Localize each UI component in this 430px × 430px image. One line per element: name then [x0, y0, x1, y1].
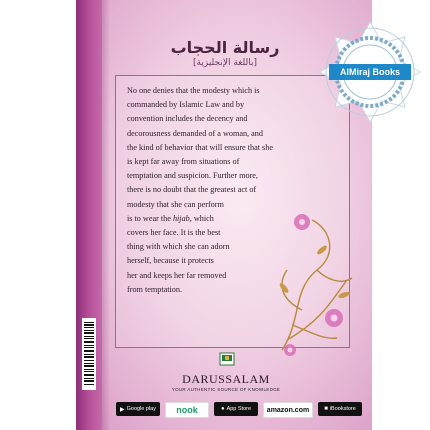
store-label: App Store — [226, 406, 252, 412]
publisher-name: DARUSSALAM — [182, 372, 270, 386]
apple-icon: ● — [220, 406, 225, 412]
store-label: iBookstore — [329, 406, 356, 412]
blurb-text-part: is to wear the — [127, 213, 173, 223]
blurb-line: decorousness demanded of a woman, and — [127, 128, 263, 138]
blurb-line: No one denies that the modesty which is — [127, 86, 260, 95]
spine-shadow — [102, 0, 110, 430]
nook-badge — [165, 402, 209, 418]
blurb-line: the kind of behavior that will ensure that she — [127, 142, 273, 152]
app-store-badge — [214, 402, 258, 416]
barcode — [82, 318, 96, 390]
blurb-line: temptation and suspicion. Further more, — [127, 171, 258, 181]
hijab-emphasis: hijab — [172, 213, 190, 223]
darussalam-logo-icon — [219, 352, 235, 366]
play-icon: ▶ — [120, 406, 125, 413]
blurb-line: commanded by Islamic Law and by — [127, 100, 245, 110]
store-label: nook — [176, 405, 198, 415]
store-label: Google play — [126, 406, 156, 412]
blurb-line: modesty that she can perform — [127, 199, 224, 209]
blurb-text — [127, 84, 335, 297]
ibookstore-badge — [318, 402, 362, 416]
blurb-line: covers her face. It is the best — [127, 228, 221, 238]
blurb-line: is kept far away from situations of — [127, 157, 240, 167]
amazon-badge — [263, 402, 313, 418]
blurb-text-part: , which — [189, 213, 214, 223]
blurb-line: thing with which she can adorn — [127, 242, 230, 252]
blurb-line: her and keeps her far removed — [127, 270, 227, 280]
blurb-line: convention includes the decency and — [127, 114, 248, 124]
book-icon: ■ — [324, 406, 328, 412]
google-play-badge — [116, 402, 160, 416]
store-label: amazon.com — [266, 406, 310, 414]
seller-badge-label: AlMiraj Books — [329, 64, 411, 80]
blurb-line: there is no doubt that the greatest act of — [127, 185, 257, 195]
publisher-tagline: YOUR AUTHENTIC SOURCE OF KNOWLEDGE — [171, 387, 281, 392]
store-badges — [116, 402, 368, 416]
blurb-line: from temptation. — [127, 284, 183, 294]
blurb-line-hijab — [127, 212, 265, 226]
arabic-subtitle: [باللغة الإنجليزية] — [193, 58, 257, 68]
arabic-title: رسالة الحجاب — [170, 38, 280, 57]
blurb-line: herself, because it protects — [127, 256, 214, 266]
